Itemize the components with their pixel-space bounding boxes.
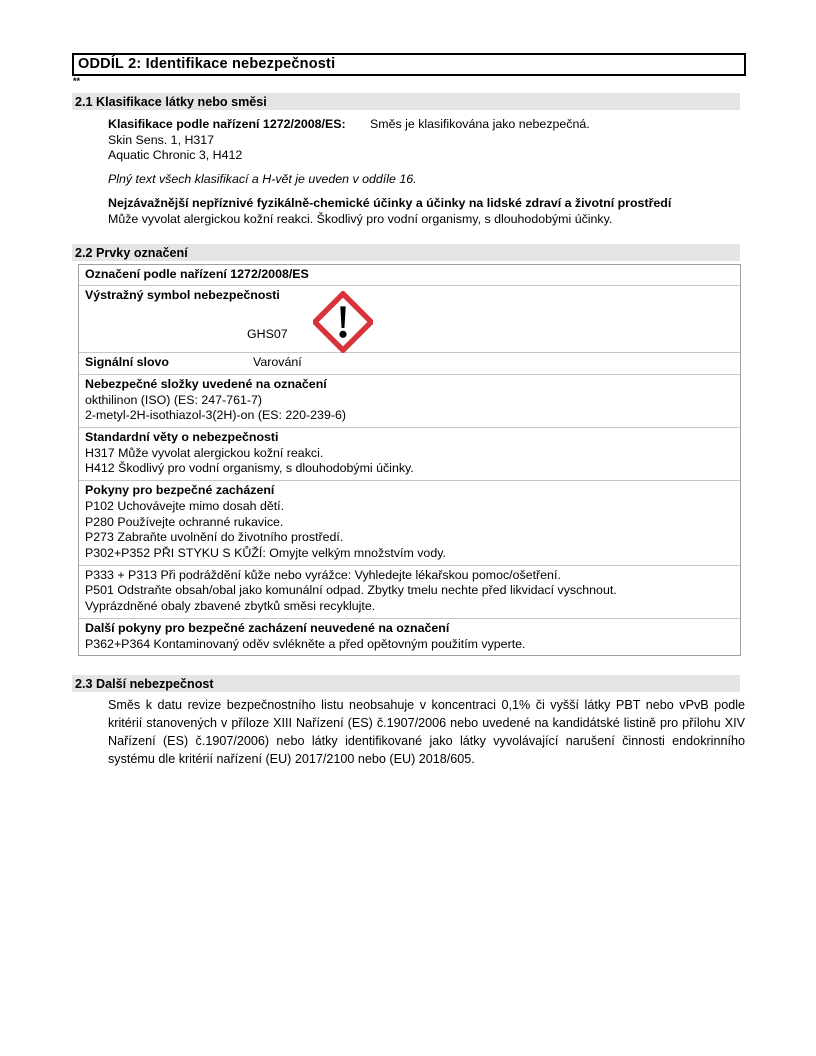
other-hazards-paragraph: Směs k datu revize bezpečnostního listu neobsahuje v koncentraci 0,1% či vyšší látky PBT nebo vPvB podle kritérií stanovených v příloze XIII Nařízení (ES) č.1907/2006 nebo uvedené na kandidátské listině pro přílohu XIV Nařízení (ES) č.1907/2006) nebo látky identifikované jako látky vyvolávající narušení činnosti endokrinního systému dle kritérií nařízení (EU) 2017/2100 nebo (EU) 2018/605. (108, 698, 745, 767)
pictogram-label: Výstražný symbol nebezpečnosti (85, 288, 280, 303)
signal-word-label: Signální slovo (85, 355, 169, 370)
table-row-additional (79, 618, 740, 655)
component-line: 2-metyl-2H-isothiazol-3(2H)-on (ES: 220-239-6) (85, 408, 346, 423)
hazard-statement-line: H412 Škodlivý pro vodní organismy, s dlouhodobými účinky. (85, 461, 414, 476)
adverse-effects-heading: Nejzávažnější nepříznivé fyzikálně-chemické účinky a účinky na lidské zdraví a životní prostředí (108, 196, 672, 211)
component-line: okthilinon (ISO) (ES: 247-761-7) (85, 392, 262, 407)
signal-word-value: Varování (253, 355, 302, 370)
precautionary-line: P333 + P313 Při podráždění kůže nebo vyrážce: Vyhledejte lékařskou pomoc/ošetření. (85, 567, 561, 582)
adverse-effects-text: Může vyvolat alergickou kožní reakci. Škodlivý pro vodní organismy, s dlouhodobými účinky. (108, 211, 613, 226)
ghs07-exclamation-icon (313, 291, 373, 353)
table-row-hazard-statements (79, 427, 740, 480)
full-text-note: Plný text všech klasifikací a H-vět je uveden v oddíle 16. (108, 171, 417, 186)
classification-row (108, 117, 746, 133)
hazard-class-line: Aquatic Chronic 3, H412 (108, 148, 243, 163)
precautionary-line: P273 Zabraňte uvolnění do životního prostředí. (85, 530, 344, 545)
table-row-components (79, 374, 740, 427)
hazard-statement-line: H317 Může vyvolat alergickou kožní reakci. (85, 445, 324, 460)
labelling-title: Označení podle nařízení 1272/2008/ES (85, 266, 309, 281)
section-2-title: ODDÍL 2: Identifikace nebezpečnosti (78, 56, 336, 72)
heading-2-2: 2.2 Prvky označení (72, 244, 740, 261)
precautionary-line: P302+P352 PŘI STYKU S KŮŽÍ: Omyjte velkým množstvím vody. (85, 546, 446, 560)
heading-2-3: 2.3 Další nebezpečnost (72, 675, 740, 692)
classification-label: Klasifikace podle nařízení 1272/2008/ES: (108, 117, 346, 131)
hazard-statements-label: Standardní věty o nebezpečnosti (85, 430, 279, 445)
additional-label: Další pokyny pro bezpečné zacházení neuvedené na označení (85, 620, 450, 635)
table-row-pictogram (79, 285, 740, 352)
precautionary-line: P501 Odstraňte obsah/obal jako komunální odpad. Zbytky tmelu nechte před likvidací vyschnout. (85, 583, 617, 598)
heading-2-1: 2.1 Klasifikace látky nebo směsi (72, 93, 740, 110)
revision-marker: ** (73, 76, 81, 86)
precautionary-label: Pokyny pro bezpečné zacházení (85, 483, 275, 498)
precautionary-line: Vyprázdněné obaly zbavené zbytků směsi recyklujte. (85, 599, 376, 614)
pictogram-code: GHS07 (247, 327, 288, 342)
components-label: Nebezpečné složky uvedené na označení (85, 376, 327, 391)
labelling-table (78, 264, 741, 657)
table-row-precautionary-2 (79, 565, 740, 618)
document-content (72, 53, 746, 768)
precautionary-line: P280 Používejte ochranné rukavice. (85, 514, 284, 529)
table-row-signal-word (79, 352, 740, 374)
precautionary-line: P102 Uchovávejte mimo dosah dětí. (85, 498, 285, 513)
table-row-title (79, 265, 740, 286)
section-2-header-box (72, 53, 746, 76)
hazard-class-line: Skin Sens. 1, H317 (108, 132, 215, 147)
additional-line: P362+P364 Kontaminovaný oděv svlékněte a před opětovným použitím vyperte. (85, 636, 526, 651)
table-row-precautionary (79, 480, 740, 565)
classification-value: Směs je klasifikována jako nebezpečná. (370, 117, 590, 131)
